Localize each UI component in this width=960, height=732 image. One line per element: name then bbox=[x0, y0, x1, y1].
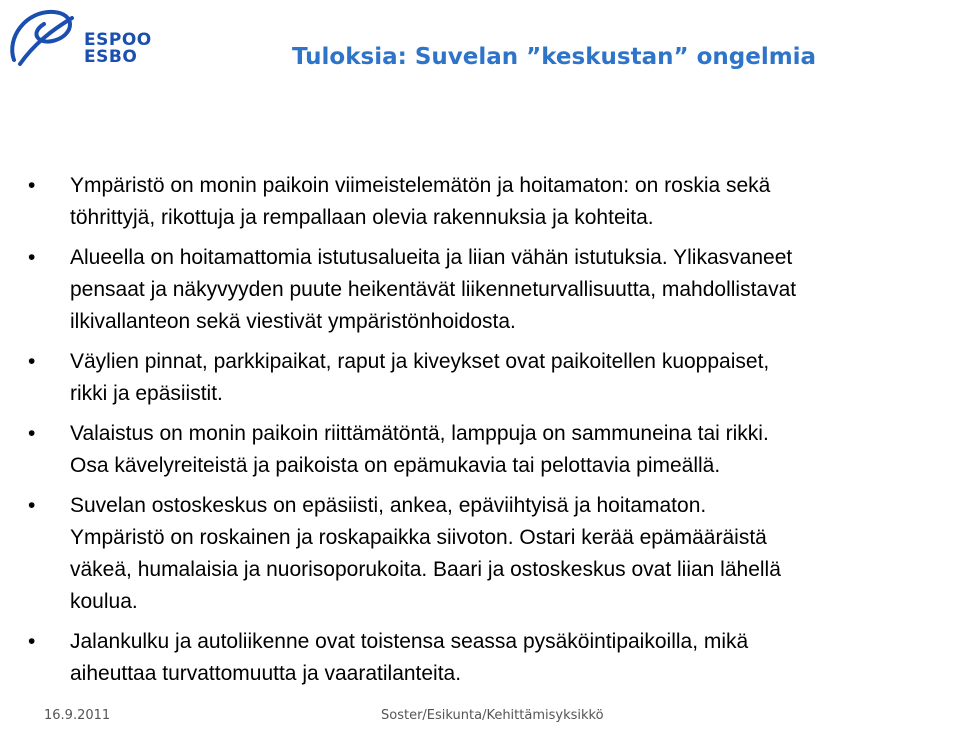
espoo-logo-mark-icon bbox=[4, 4, 84, 70]
bullet-text-line: ilkivallanteon sekä viestivät ympäristönhoidosta. bbox=[70, 310, 516, 333]
bullet-text-line: väkeä, humalaisia ja nuorisoporukoita. Baari ja ostoskeskus ovat liian lähellä bbox=[70, 558, 781, 581]
bullet-text-line: Valaistus on monin paikoin riittämätöntä, lamppuja on sammuneina tai rikki. bbox=[70, 422, 769, 445]
bullet-dot-icon: • bbox=[28, 350, 36, 373]
bullet-text-line: Jalankulku ja autoliikenne ovat toistensa seassa pysäköintipaikoilla, mikä bbox=[70, 630, 749, 653]
bullet-item bbox=[28, 346, 958, 410]
bullet-text-line: töhrittyjä, rikottuja ja rempallaan olevia rakennuksia ja kohteita. bbox=[70, 206, 654, 229]
bullet-text-line: rikki ja epäsiistit. bbox=[70, 382, 223, 405]
bullet-text-line: Osa kävelyreiteistä ja paikoista on epämukavia tai pelottavia pimeällä. bbox=[70, 454, 721, 477]
bullet-text-line: Alueella on hoitamattomia istutusalueita ja liian vähän istutuksia. Ylikasvaneet bbox=[70, 246, 793, 269]
bullet-text-line: pensaat ja näkyvyyden puute heikentävät liikenneturvallisuutta, mahdollistavat bbox=[70, 278, 797, 301]
bullet-text-line: koulua. bbox=[70, 590, 138, 613]
slide-title: Tuloksia: Suvelan ”keskustan” ongelmia bbox=[292, 44, 817, 70]
footer-organization: Soster/Esikunta/Kehittämisyksikkö bbox=[381, 708, 604, 723]
logo-line-esbo: ESBO bbox=[84, 47, 138, 67]
bullet-item bbox=[28, 418, 958, 482]
bullet-dot-icon: • bbox=[28, 246, 36, 269]
bullet-dot-icon: • bbox=[28, 630, 36, 653]
bullet-dot-icon: • bbox=[28, 494, 36, 517]
bullet-text-line: Ympäristö on monin paikoin viimeistelemätön ja hoitamaton: on roskia sekä bbox=[70, 174, 771, 197]
bullet-text-line: Ympäristö on roskainen ja roskapaikka siivoton. Ostari kerää epämääräistä bbox=[70, 526, 767, 549]
bullet-list bbox=[28, 170, 958, 698]
bullet-dot-icon: • bbox=[28, 422, 36, 445]
logo-text bbox=[84, 32, 152, 66]
logo-line-espoo: ESPOO bbox=[84, 30, 152, 50]
bullet-text-line: Väylien pinnat, parkkipaikat, raput ja kiveykset ovat paikoitellen kuoppaiset, bbox=[70, 350, 770, 373]
footer-date: 16.9.2011 bbox=[44, 708, 111, 723]
bullet-item bbox=[28, 626, 958, 690]
bullet-item bbox=[28, 170, 958, 234]
bullet-text-line: aiheuttaa turvattomuutta ja vaaratilanteita. bbox=[70, 662, 462, 685]
bullet-dot-icon: • bbox=[28, 174, 36, 197]
bullet-item bbox=[28, 490, 958, 618]
espoo-logo bbox=[4, 4, 154, 70]
bullet-text-line: Suvelan ostoskeskus on epäsiisti, ankea, epäviihtyisä ja hoitamaton. bbox=[70, 494, 707, 517]
bullet-item bbox=[28, 242, 958, 338]
